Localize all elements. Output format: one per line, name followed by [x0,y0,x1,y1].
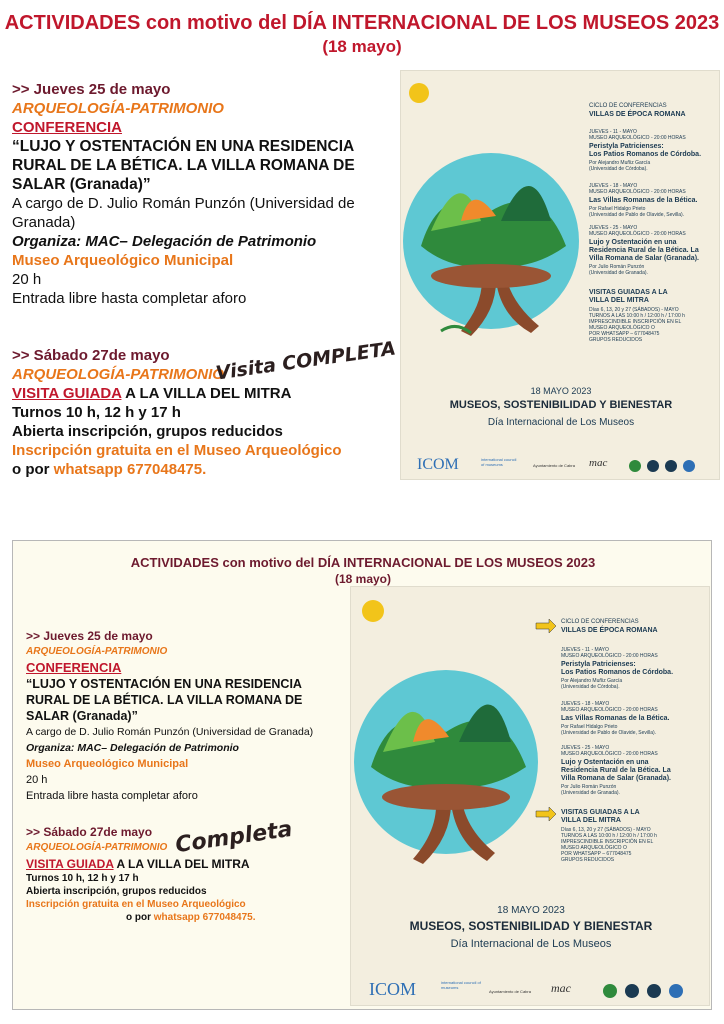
b-event2-category: ARQUEOLOGÍA-PATRIMONIO [26,842,168,853]
b-poster-c3-title3: Villa Romana de Salar (Granada). [561,775,671,782]
poster-c3-title3: Villa Romana de Salar (Granada). [589,255,699,262]
poster-c1-date: JUEVES - 11 - MAYO [589,129,637,135]
event1-speaker-line2: Granada) [12,214,76,231]
event2-date: >> Sábado 27de mayo [12,347,170,364]
b-poster-cycle-label: CICLO DE CONFERENCIAS [561,619,639,625]
b-event2-free: Inscripción gratuita en el Museo Arqueológico [26,899,246,910]
b-event2-type-rest: A LA VILLA DEL MITRA [113,857,250,871]
b-event1-title-line2: RURAL DE LA BÉTICA. LA VILLA ROMANA DE [26,693,303,707]
event1-title-line2: RURAL DE LA BÉTICA. LA VILLA ROMANA DE [12,157,355,174]
b-icom-logo: ICOM [369,979,417,999]
poster-cycle-label: CICLO DE CONFERENCIAS [589,103,667,109]
event2-free: Inscripción gratuita en el Museo Arqueológico [12,442,342,459]
page-subtitle: (18 mayo) [322,37,402,56]
icom-subtitle: international council of museums [481,457,517,467]
poster-headline: MUSEOS, SOSTENIBILIDAD Y BIENESTAR [449,399,673,411]
b-event2-type-line [26,856,356,872]
b-poster-cycle-title: VILLAS DE ÉPOCA ROMANA [561,627,658,634]
poster-visit-l2: TURNOS A LAS 10:00 h / 12:00 h / 17:00 h [589,313,685,319]
icom-logo: ICOM [417,456,459,473]
b-event1-type: CONFERENCIA [26,660,122,675]
b-event2-or: o por [126,912,154,923]
b-event2-whatsapp: whatsapp 677048475. [153,912,256,923]
poster-c3-title2: Residencia Rural de la Bética. La [589,247,699,254]
b-event1-entry: Entrada libre hasta completar aforo [26,790,198,802]
b-mac-logo: mac [551,981,571,995]
event2-type-line [12,384,392,403]
b-poster-headline: MUSEOS, SOSTENIBILIDAD Y BIENESTAR [409,919,653,933]
arrow-icon [536,619,556,633]
b-ayuntamiento-logo: Ayuntamiento de Cabra [489,989,531,994]
event2-category: ARQUEOLOGÍA-PATRIMONIO [12,366,224,383]
museum-icon[interactable] [669,984,683,998]
b-poster-c3-uni: (Universidad de Granada). [561,790,620,796]
poster-c2-title: Las Villas Romanas de la Bética. [589,197,698,204]
poster-c1-by: Por Alejandro Muñiz García [589,160,651,166]
b-poster-c3-title2: Residencia Rural de la Bética. La [561,767,671,774]
b-event1-venue: Museo Arqueológico Municipal [26,758,189,770]
event2-registration: Abierta inscripción, grupos reducidos [12,423,283,440]
event1-speaker-line1: A cargo de D. Julio Román Punzón (Universidad de [12,195,355,212]
b-event1-category: ARQUEOLOGÍA-PATRIMONIO [26,646,168,657]
event1-entry: Entrada libre hasta completar aforo [12,290,247,307]
b-poster-visit-l6: GRUPOS REDUCIDOS [561,857,615,863]
event2-whatsapp: whatsapp 677048475. [53,461,207,478]
poster-c3-place: MUSEO ARQUEOLÓGICO - 20:00 HORAS [589,231,686,237]
b-completed-stamp: Completa [173,816,294,859]
poster-bottom [350,586,710,1006]
page-title-text: ACTIVIDADES con motivo del DÍA INTERNACIONAL DE LOS MUSEOS 2023 [4,12,720,34]
poster-c3-date: JUEVES - 25 - MAYO [589,225,638,231]
poster-c2-by: Por Rafael Hidalgo Prieto [589,206,646,212]
sun-icon [409,83,429,103]
event1-venue: Museo Arqueológico Municipal [12,252,234,269]
b-poster-c1-date: JUEVES - 11 - MAYO [561,647,609,653]
poster-visit-l5: POR WHATSAPP – 677048475 [589,331,660,337]
b-poster-c3-date: JUEVES - 25 - MAYO [561,745,610,751]
b-poster-c1-place: MUSEO ARQUEOLÓGICO - 20:00 HORAS [561,653,658,659]
facebook-icon[interactable] [647,984,661,998]
poster-c1-title: Peristyla Patricienses: [589,143,664,150]
b-poster-visit-title2: VILLA DEL MITRA [561,817,621,824]
instagram-icon[interactable] [603,984,617,998]
ayuntamiento-logo: Ayuntamiento de Cabra [533,463,575,468]
b-poster-visit-l2: TURNOS A LAS 10:00 h / 12:00 h / 17:00 h [561,833,657,839]
poster-top [400,70,720,480]
event2-type: VISITA GUIADA [12,385,122,402]
poster-cycle-title: VILLAS DE ÉPOCA ROMANA [589,111,686,118]
tree-platform [431,264,551,288]
b-event1-organizer: Organiza: MAC– Delegación de Patrimonio [26,742,239,754]
b-icom-subtitle: international council of museums [441,980,481,990]
poster-visit-title2: VILLA DEL MITRA [589,297,649,304]
poster-c3-uni: (Universidad de Granada). [589,270,648,276]
b-poster-c3-place: MUSEO ARQUEOLÓGICO - 20:00 HORAS [561,751,658,757]
bottom-title: ACTIVIDADES con motivo del DÍA INTERNACIONAL DE LOS MUSEOS 2023 [130,555,596,570]
poster-c3-title: Lujo y Ostentación en una [589,239,677,246]
completed-stamp: Visita COMPLETA [214,337,398,385]
twitter-icon[interactable] [625,984,639,998]
poster-c1-place: MUSEO ARQUEOLÓGICO - 20:00 HORAS [589,135,686,141]
poster-c2-uni: (Universidad de Pablo de Olavide, Sevilla). [589,212,685,218]
facebook-icon[interactable] [665,460,677,472]
event1-time: 20 h [12,271,42,288]
poster-c2-place: MUSEO ARQUEOLÓGICO - 20:00 HORAS [589,189,686,195]
poster-c3-by: Por Julio Román Punzón [589,264,645,270]
b-poster-c2-uni: (Universidad de Pablo de Olavide, Sevilla). [561,730,657,736]
b-poster-c2-place: MUSEO ARQUEOLÓGICO - 20:00 HORAS [561,707,658,713]
b-poster-c3-title: Lujo y Ostentación en una [561,759,649,766]
b-poster-date: 18 MAYO 2023 [497,905,565,916]
b-poster-visit-l3: IMPRESCINDIBLE INSCRIPCIÓN EN EL [561,839,654,845]
poster-visit-l4: MUSEO ARQUEOLÓGICO O [589,325,655,331]
event2-contact [12,460,392,479]
museum-icon[interactable] [683,460,695,472]
b-poster-c1-uni: (Universidad de Córdoba). [561,684,620,690]
social-icons [627,458,707,474]
b-event2-date: >> Sábado 27de mayo [26,825,153,839]
b-event1-title-line3: SALAR (Granada)” [26,709,138,723]
top-event-list [12,80,392,479]
b-poster-visit-l5: POR WHATSAPP – 677048475 [561,851,632,857]
event2-type-rest: A LA VILLA DEL MITRA [121,385,292,402]
b-poster-c1-title2: Los Patios Romanos de Córdoba. [561,669,674,676]
b-event1-time: 20 h [26,774,48,786]
poster-visit-l6: GRUPOS REDUCIDOS [589,337,643,343]
arrow-icon [536,807,556,821]
b-poster-visit-title: VISITAS GUIADAS A LA [561,809,640,816]
b-poster-c2-date: JUEVES - 18 - MAYO [561,701,610,707]
b-event2-registration: Abierta inscripción, grupos reducidos [26,886,207,897]
poster-date: 18 MAYO 2023 [530,386,592,396]
b-event2-contact [26,911,356,924]
event1-title-line3: SALAR (Granada)” [12,176,151,193]
bottom-event-list [26,628,356,924]
b-event2-turns: Turnos 10 h, 12 h y 17 h [26,873,139,884]
mac-logo: mac [589,457,608,469]
b-social-icons [601,982,701,1002]
page-title [0,12,724,57]
event1-date: >> Jueves 25 de mayo [12,81,171,98]
event1-category: ARQUEOLOGÍA-PATRIMONIO [12,100,224,117]
b-poster-c1-by: Por Alejandro Muñiz García [561,678,623,684]
b-poster-c3-by: Por Julio Román Punzón [561,784,617,790]
poster-day: Día Internacional de Los Museos [487,417,635,428]
event2-turns: Turnos 10 h, 12 h y 17 h [12,404,181,421]
b-poster-visit-l4: MUSEO ARQUEOLÓGICO O [561,845,627,851]
event1-title-line1: “LUJO Y OSTENTACIÓN EN UNA RESIDENCIA [12,138,355,155]
b-event2-type: VISITA GUIADA [26,857,114,871]
poster-visit-l3: IMPRESCINDIBLE INSCRIPCIÓN EN EL [589,319,682,325]
b-sun-icon [362,600,384,622]
event1-type: CONFERENCIA [12,119,123,136]
b-poster-day: Día Internacional de Los Museos [450,938,612,950]
b-tree-platform [382,784,510,810]
poster-visit-l1: Días 6, 13, 20 y 27 (SÁBADOS) - MAYO [589,307,679,313]
poster-c1-uni: (Universidad de Córdoba). [589,166,648,172]
twitter-icon[interactable] [647,460,659,472]
poster-c2-date: JUEVES - 18 - MAYO [589,183,638,189]
b-event1-date: >> Jueves 25 de mayo [26,629,153,643]
instagram-icon[interactable] [629,460,641,472]
bottom-subtitle: (18 mayo) [334,572,392,586]
b-poster-c2-title: Las Villas Romanas de la Bética. [561,715,670,722]
b-poster-c2-by: Por Rafael Hidalgo Prieto [561,724,618,730]
event1-organizer: Organiza: MAC– Delegación de Patrimonio [12,233,317,250]
b-event1-title-line1: “LUJO Y OSTENTACIÓN EN UNA RESIDENCIA [26,677,302,691]
poster-c1-title2: Los Patios Romanos de Córdoba. [589,151,702,158]
event2-or: o por [12,461,54,478]
b-poster-visit-l1: Días 6, 13, 20 y 27 (SÁBADOS) - MAYO [561,827,651,833]
poster-visit-title: VISITAS GUIADAS A LA [589,289,668,296]
b-event1-speaker: A cargo de D. Julio Román Punzón (Universidad de Granada) [26,726,314,738]
b-poster-c1-title: Peristyla Patricienses: [561,661,636,668]
